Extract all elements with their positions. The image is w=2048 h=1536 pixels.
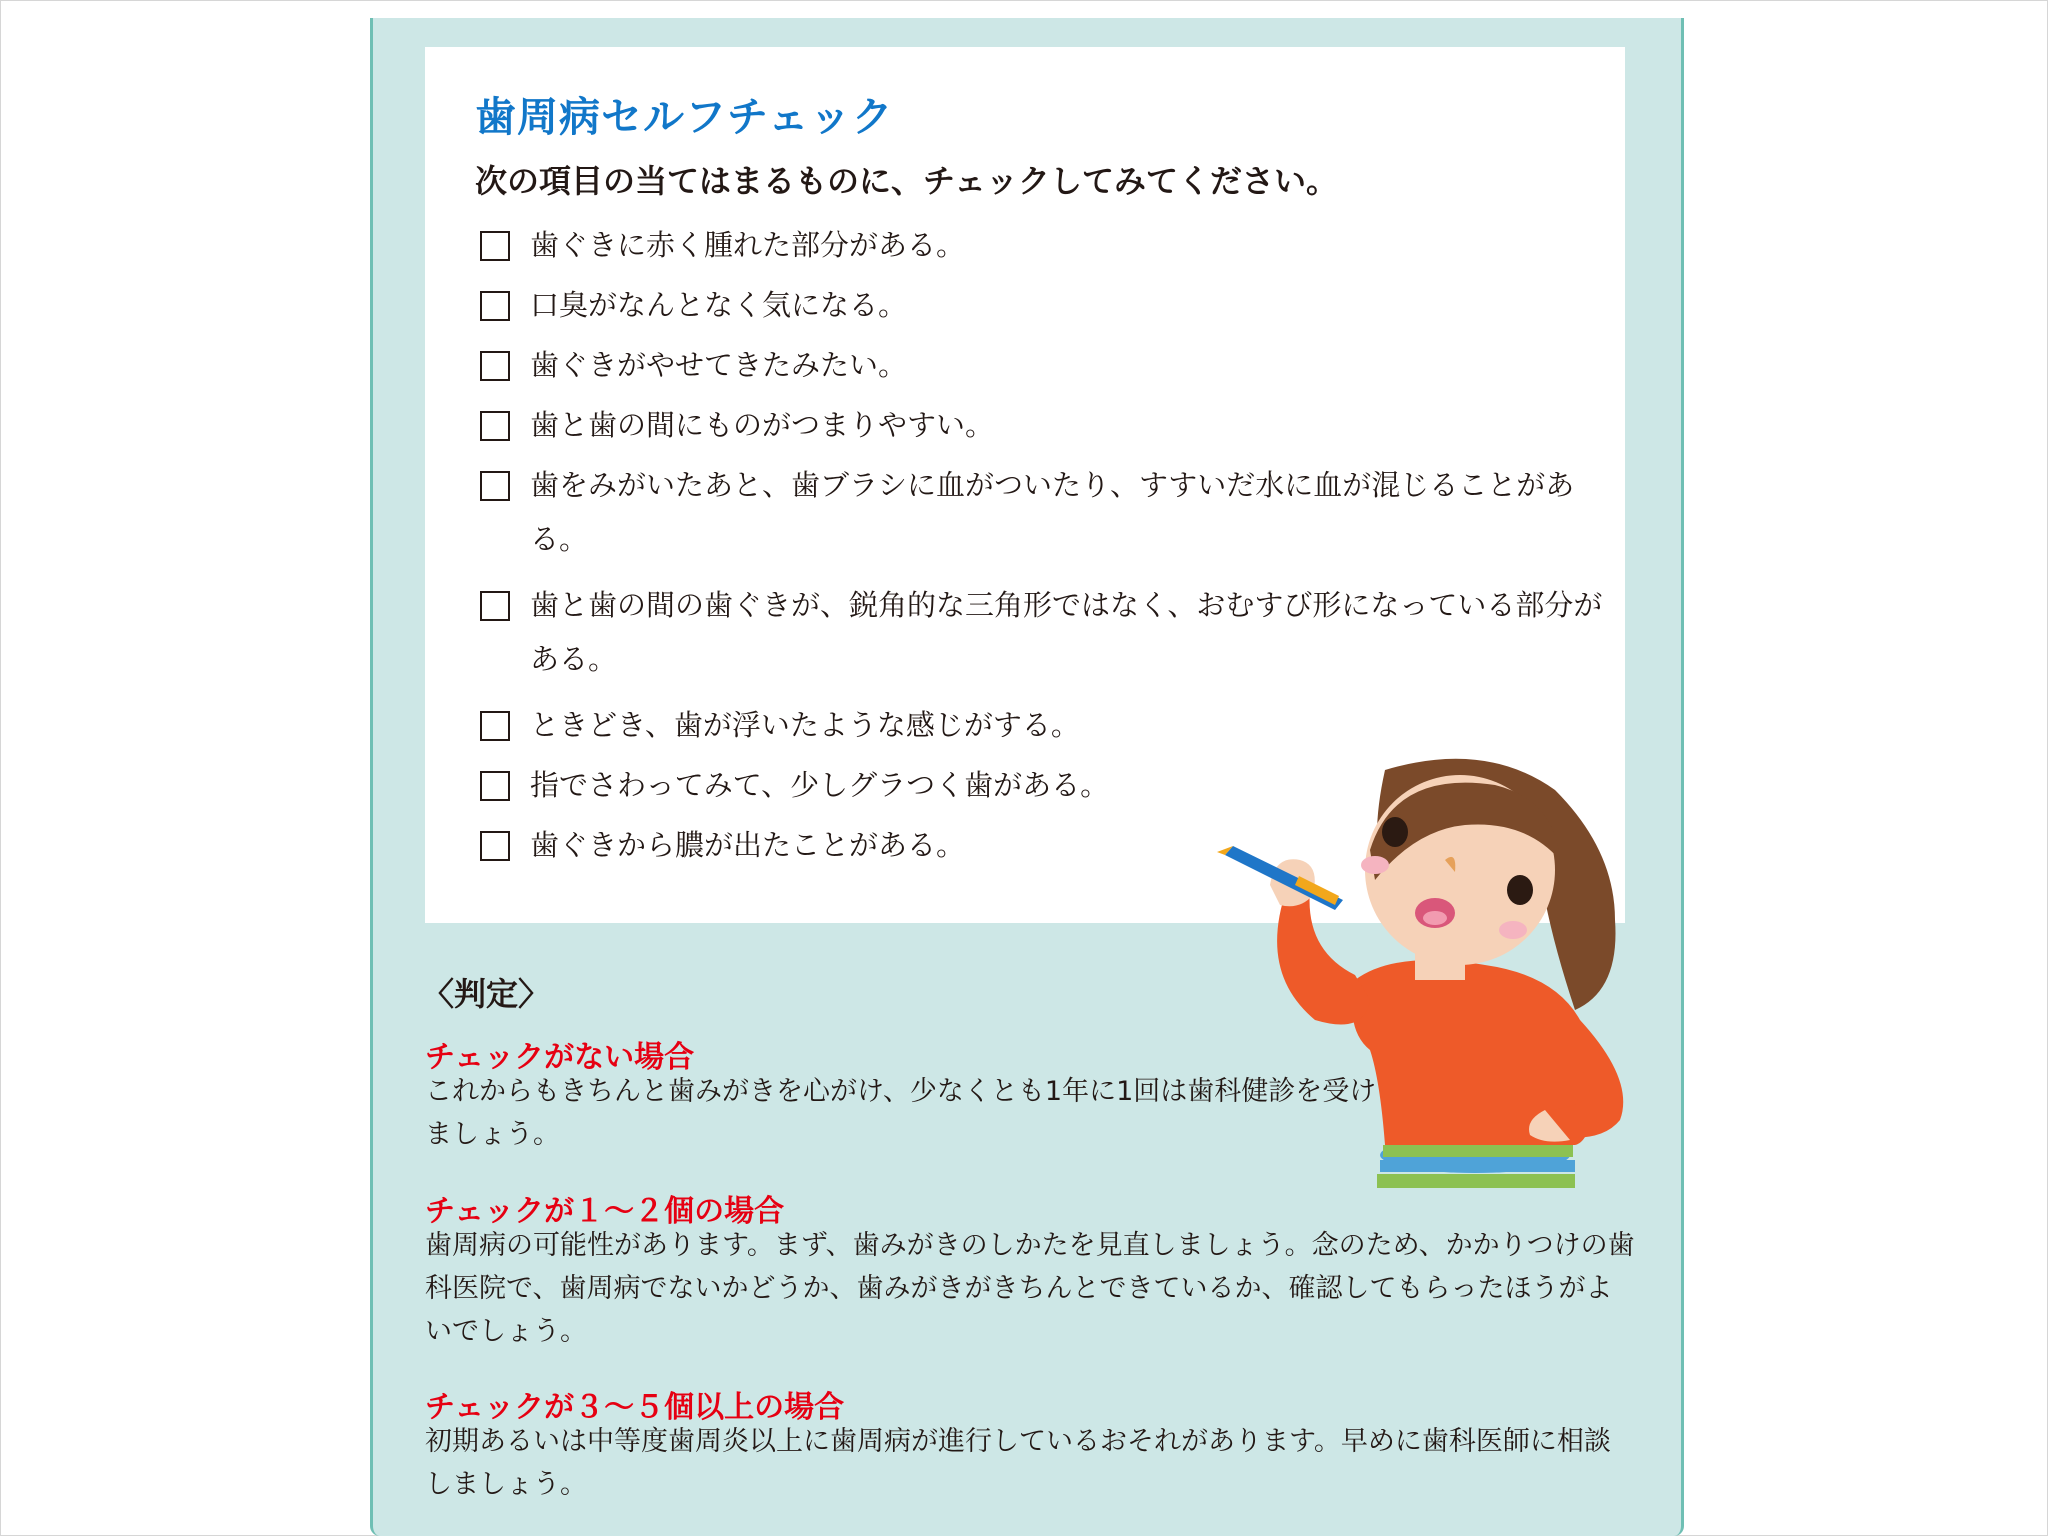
cheek-blush — [1361, 856, 1389, 874]
right-eye — [1507, 875, 1533, 905]
checkbox[interactable] — [480, 711, 510, 741]
checklist-item-label: 歯をみがいたあと、歯ブラシに血がついたり、すすいだ水に血が混じることがある。 — [530, 468, 1575, 556]
case-text: これからもきちんと歯みがきを心がけ、少なくとも1年に1回は歯科健診を受けましょう。 — [425, 1076, 1377, 1150]
checklist-item-label: 歯と歯の間にものがつまりやすい。 — [530, 408, 995, 442]
checkbox[interactable] — [480, 291, 510, 321]
skirt-stripe — [1377, 1174, 1575, 1188]
checklist-item-label: 歯と歯の間の歯ぐきが、鋭角的な三角形ではなく、おむすび形になっている部分がある。 — [530, 588, 1603, 676]
checkbox[interactable] — [480, 831, 510, 861]
left-eye — [1382, 817, 1408, 847]
checklist-item-label: 歯ぐきがやせてきたみたい。 — [530, 348, 908, 382]
skirt-stripe — [1380, 1160, 1575, 1172]
checkbox[interactable] — [480, 771, 510, 801]
cheek-blush — [1499, 921, 1527, 939]
case-text: 初期あるいは中等度歯周炎以上に歯周病が進行しているおそれがあります。早めに歯科医師に相談しましょう。 — [425, 1426, 1611, 1500]
case-title: チェックが１～２個の場合 — [425, 1194, 785, 1229]
skirt-stripe — [1383, 1145, 1573, 1157]
checklist-instruction: 次の項目の当てはまるものに、チェックしてみてください。 — [475, 162, 1339, 200]
checklist-item-label: 指でさわってみて、少しグラつく歯がある。 — [530, 768, 1110, 802]
woman-with-pen-illustration — [1195, 750, 1675, 1220]
case-title: チェックがない場合 — [425, 1040, 695, 1075]
checkbox[interactable] — [480, 471, 510, 501]
checklist-item-label: 口臭がなんとなく気になる。 — [530, 288, 908, 322]
case-text: 歯周病の可能性があります。まず、歯みがきのしかたを見直しましょう。念のため、かかりつけの歯科医院で、歯周病でないかどうか、歯みがきがきちんとできているか、確認してもらったほうがよいでしょう。 — [425, 1230, 1635, 1347]
checklist-item-label: 歯ぐきから膿が出たことがある。 — [530, 828, 966, 862]
checklist-item-label: ときどき、歯が浮いたような感じがする。 — [530, 708, 1080, 742]
case-title: チェックが３～５個以上の場合 — [425, 1390, 845, 1425]
checkbox[interactable] — [480, 411, 510, 441]
checklist-title: 歯周病セルフチェック — [475, 93, 894, 141]
checklist-item-label: 歯ぐきに赤く腫れた部分がある。 — [530, 228, 966, 262]
tongue — [1423, 911, 1447, 925]
judgement-heading: 〈判定〉 — [422, 975, 551, 1013]
checkbox[interactable] — [480, 591, 510, 621]
checkbox[interactable] — [480, 351, 510, 381]
checkbox[interactable] — [480, 231, 510, 261]
